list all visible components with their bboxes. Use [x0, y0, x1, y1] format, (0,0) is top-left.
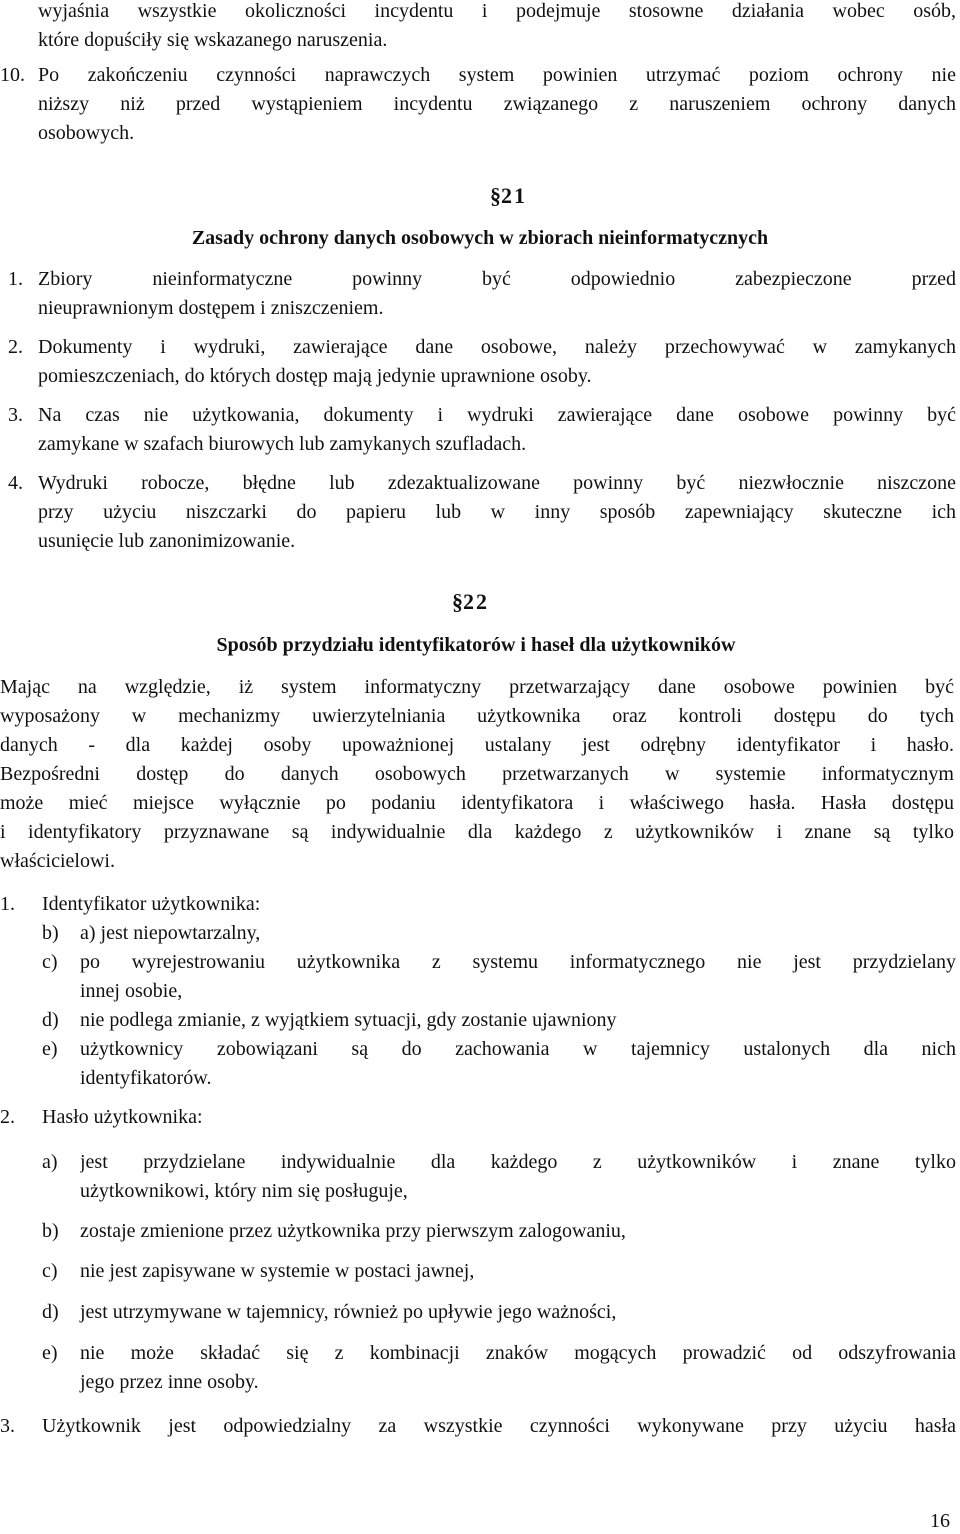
section-21-title: Zasady ochrony danych osobowych w zbiorach nieinformatycznych	[191, 227, 769, 249]
s22-p2-item-c-line-1: nie jest zapisywane w systemie w postaci jawnej,	[80, 1260, 475, 1282]
s22-point-2-label: Hasło użytkownika:	[42, 1106, 203, 1128]
s21-item-1-number: 1.	[8, 268, 23, 290]
s22-point-3-text: Użytkownik jest odpowiedzialny za wszystkie czynności wykonywane przy użyciu hasła	[42, 1415, 956, 1437]
s21-item-1-line-1: Zbiory nieinformatyczne powinny być odpowiednio zabezpieczone przed	[38, 268, 956, 290]
s22-p2-item-b-line-1: zostaje zmienione przez użytkownika przy pierwszym zalogowaniu,	[80, 1220, 626, 1242]
item10-number: 10.	[0, 64, 25, 86]
s22-point-1-number: 1.	[0, 893, 15, 915]
s21-item-4-line-2: przy użyciu niszczarki do papieru lub w inny sposób zapewniający skuteczne ich	[38, 501, 956, 523]
s22-p2-item-e-line-2: jego przez inne osoby.	[80, 1371, 259, 1393]
s22-p1-letter-d: d)	[42, 1009, 59, 1031]
section-22-number	[452, 589, 489, 615]
s21-item-2-line-2: pomieszczeniach, do których dostęp mają jedynie uprawnione osoby.	[38, 365, 592, 387]
s21-item-4-number: 4.	[8, 472, 23, 494]
s22-p1-letter-c: c)	[42, 951, 58, 973]
s21-item-3-line-2: zamykane w szafach biurowych lub zamykanych szufladach.	[38, 433, 527, 455]
s22-intro-line-2: wyposażony w mechanizmy uwierzytelniania użytkownika oraz kontroli dostępu do tych	[0, 705, 954, 727]
paragraph-sign: §	[490, 183, 501, 208]
s21-item-2-number: 2.	[8, 336, 23, 358]
s22-p1-item-d-line-1: nie podlega zmianie, z wyjątkiem sytuacji, gdy zostanie ujawniony	[80, 1009, 617, 1031]
s21-item-2-line-1: Dokumenty i wydruki, zawierające dane osobowe, należy przechowywać w zamykanych	[38, 336, 956, 358]
s22-intro-line-6: i identyfikatory przyznawane są indywidualnie dla każdego z użytkowników i znane są tylko	[0, 821, 954, 843]
s22-intro-line-3: danych - dla każdej osoby upoważnionej ustalany jest odrębny identyfikator i hasło.	[0, 734, 954, 756]
section-22-title: Sposób przydziału identyfikatorów i haseł dla użytkowników	[216, 634, 736, 656]
s22-intro-line-4: Bezpośredni dostęp do danych osobowych przetwarzanych w systemie informatycznym	[0, 763, 954, 785]
s22-p1-item-b-line-1: a) jest niepowtarzalny,	[80, 922, 261, 944]
s22-p2-item-d-line-1: jest utrzymywane w tajemnicy, również po upływie jego ważności,	[80, 1301, 617, 1323]
s21-item-3-line-1: Na czas nie użytkowania, dokumenty i wydruki zawierające dane osobowe powinny być	[38, 404, 956, 426]
s21-item-3-number: 3.	[8, 404, 23, 426]
s22-p2-letter-d: d)	[42, 1301, 59, 1323]
item10-line-1: Po zakończeniu czynności naprawczych system powinien utrzymać poziom ochrony nie	[38, 64, 956, 86]
s22-p1-item-c-line-1: po wyrejestrowaniu użytkownika z systemu informatycznego nie jest przydzielany	[80, 951, 956, 973]
item10-line-2: niższy niż przed wystąpieniem incydentu związanego z naruszeniem ochrony danych	[38, 93, 956, 115]
s21-item-4-line-1: Wydruki robocze, błędne lub zdezaktualizowane powinny być niezwłocznie niszczone	[38, 472, 956, 494]
section-21-digits: 21	[501, 183, 527, 208]
s22-p2-letter-e: e)	[42, 1342, 58, 1364]
s22-intro-line-1: Mając na względzie, iż system informatyczny przetwarzający dane osobowe powinien być	[0, 676, 954, 698]
section-22-digits: 22	[463, 589, 489, 614]
s22-intro-line-5: może mieć miejsce wyłącznie po podaniu identyfikatora i właściwego hasła. Hasła dostępu	[0, 792, 954, 814]
s22-p2-item-a-line-1: jest przydzielane indywidualnie dla każdego z użytkowników i znane tylko	[80, 1151, 956, 1173]
s22-p2-letter-a: a)	[42, 1151, 58, 1173]
s22-point-3-number: 3.	[0, 1415, 15, 1437]
s21-item-1-line-2: nieuprawnionym dostępem i zniszczeniem.	[38, 297, 384, 319]
s22-p1-item-e-line-2: identyfikatorów.	[80, 1067, 212, 1089]
s22-p2-item-a-line-2: użytkownikowi, który nim się posługuje,	[80, 1180, 408, 1202]
s22-p2-letter-b: b)	[42, 1220, 59, 1242]
item10-line-3: osobowych.	[38, 122, 135, 144]
item9-line-1: wyjaśnia wszystkie okoliczności incydentu i podejmuje stosowne działania wobec osób,	[38, 0, 956, 22]
page-number: 16	[930, 1510, 950, 1532]
item9-line-2: które dopuściły się wskazanego naruszenia.	[38, 29, 388, 51]
s22-p2-item-e-line-1: nie może składać się z kombinacji znaków mogących prowadzić od odszyfrowania	[80, 1342, 956, 1364]
s22-p2-letter-c: c)	[42, 1260, 58, 1282]
section-21-number	[490, 183, 527, 209]
s22-p1-letter-e: e)	[42, 1038, 58, 1060]
s21-item-4-line-3: usunięcie lub zanonimizowanie.	[38, 530, 296, 552]
s22-point-1-label: Identyfikator użytkownika:	[42, 893, 261, 915]
s22-point-2-number: 2.	[0, 1106, 15, 1128]
s22-intro-line-7: właścicielowi.	[0, 850, 115, 872]
paragraph-sign: §	[452, 589, 463, 614]
s22-p1-item-e-line-1: użytkownicy zobowiązani są do zachowania w tajemnicy ustalonych dla nich	[80, 1038, 956, 1060]
s22-p1-letter-b: b)	[42, 922, 59, 944]
s22-p1-item-c-line-2: innej osobie,	[80, 980, 183, 1002]
